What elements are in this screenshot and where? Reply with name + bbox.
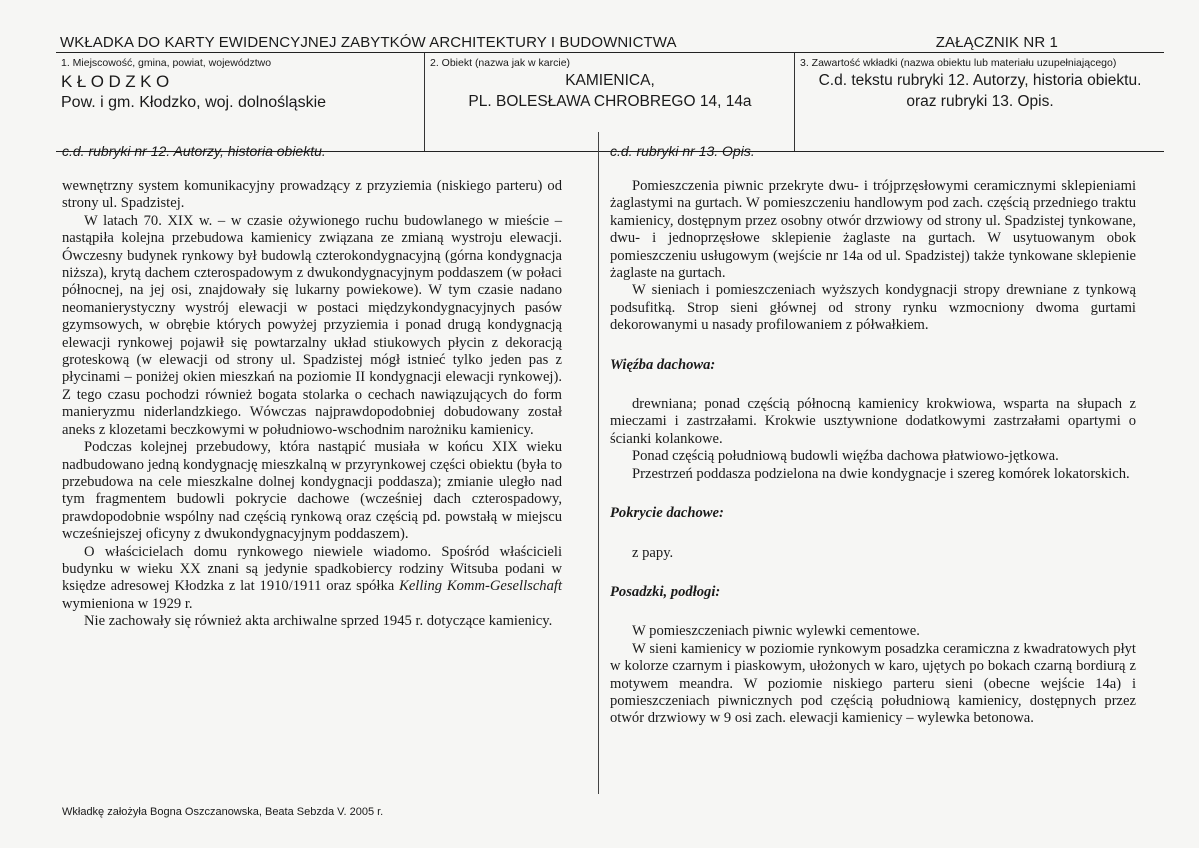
- paragraph: W pomieszczeniach piwnic wylewki cementowe.: [632, 623, 920, 640]
- field-location: [56, 53, 424, 151]
- section-heading-roof-truss: Więźba dachowa:: [610, 356, 716, 373]
- field-object-address: PL. BOLESŁAWA CHROBREGO 14, 14a: [468, 93, 752, 110]
- right-column-body: [610, 178, 1136, 728]
- paragraph: z papy.: [632, 544, 674, 561]
- form-header: [56, 30, 1166, 111]
- paragraph: Nie zachowały się również akta archiwalne sprzed 1945 r. dotyczące kamienicy.: [84, 613, 553, 630]
- paragraph: W latach 70. XIX w. – w czasie ożywionego ruchu budowlanego w mieście – nastąpiła kolejna przebudowa kamienicy związana ze zmianą wystroju elewacji. Ówczesny budynek rynkowy był budowlą czterokondygnacyjną (górna kondygnacja niższa), krytą dachem czterospadowym z dwukondygnacyjnym poddaszem (w połaci północnej, na jej osi, znajdowały się lukarny powiekowe). W tym czasie nadano neomanierystyczny wystrój elewacji w postaci międzykondygnacyjnych pasów gzymsowych, w obrębie których powyżej przyziemia i ponad drugą kondygnacją elewacji rynkowej pojawił się powtarzalny układ stiukowych płycin z dekoracją groteskową (w elewacji od strony ul. Spadzistej mógł istnieć tylko jeden pas z płycinami – poniżej okien mieszkań na poziomie II kondygnacji elewacji rynkowej). Z tego czasu pochodzi również bogata stolarka o cechach nawiązujących do form manieryzmu niderlandzkiego. Wówczas najprawdopodobniej dobudowany został aneks z klozetami beczkowymi w południowo-wschodnim narożniku kamienicy.: [62, 212, 562, 438]
- paragraph-text: O właścicielach domu rynkowego niewiele wiadomo. Spośród właścicieli budynku w wieku XX znani są jedynie spadkobiercy rodziny Witsuba podani w księdze adresowej Kłodzka z lat 1910/1911 oraz spółka: [62, 543, 562, 595]
- field-object-name: KAMIENICA,: [565, 72, 655, 89]
- paragraph-text: wymieniona w 1929 r.: [62, 595, 193, 612]
- section-heading-floors: Posadzki, podłogi:: [610, 583, 721, 600]
- paragraph: Ponad częścią południową budowli więźba dachowa płatwiowo-jętkowa.: [632, 448, 1059, 465]
- field-location-district: Pow. i gm. Kłodzko, woj. dolnośląskie: [61, 94, 327, 111]
- field-content-label: 3. Zawartość wkładki (nazwa obiektu lub materiału uzupełniającego): [800, 57, 1117, 69]
- field-object: [424, 53, 795, 151]
- left-column-heading: c.d. rubryki nr 12. Autorzy, historia obiektu.: [62, 143, 326, 159]
- paragraph: W sieniach i pomieszczeniach wyższych kondygnacji stropy drewniane z tynkową podsufitką. Strop sieni głównej od strony rynku wzmocniony dwoma gurtami dekorowanymi u nasady profilowaniem z półwałkiem.: [610, 282, 1136, 334]
- column-divider: [598, 132, 599, 794]
- attachment-label: ZAŁĄCZNIK NR 1: [935, 34, 1058, 51]
- title-row: [56, 30, 1166, 52]
- paragraph: Podczas kolejnej przebudowy, która nastąpić musiała w końcu XIX wieku nadbudowano jedną kondygnację mieszkalną w przyrynkowej części obiektu (była to przebudowa na cele mieszkalne dolnej kondygnacji poddasza); zmianie uległo nad tym fragmentem budowli pokrycie dachowe (wcześniej dach czterospadowy, prawdopodobnie wspólny nad częścią rynkową oraz częścią pd. powstałą w miejscu wcześniejszej oficyny z dwukondygnacyjnym poddaszem).: [62, 439, 562, 543]
- field-object-label: 2. Obiekt (nazwa jak w karcie): [430, 57, 571, 69]
- field-content-line1: C.d. tekstu rubryki 12. Autorzy, historia obiektu.: [818, 72, 1142, 89]
- section-heading-roofing: Pokrycie dachowe:: [610, 505, 724, 522]
- field-location-label: 1. Miejscowość, gmina, powiat, województwo: [61, 57, 272, 69]
- field-content: [794, 53, 1165, 151]
- company-name: Kelling Komm-Gesellschaft: [399, 578, 562, 595]
- document-title: WKŁADKA DO KARTY EWIDENCYJNEJ ZABYTKÓW ARCHITEKTURY I BUDOWNICTWA: [60, 34, 677, 51]
- paragraph: wewnętrzny system komunikacyjny prowadzący z przyziemia (niskiego parteru) od strony ul. Spadzistej.: [62, 178, 562, 212]
- footer-authors: Wkładkę założyła Bogna Oszczanowska, Beata Sebzda V. 2005 r.: [62, 806, 384, 818]
- paragraph: Pomieszczenia piwnic przekryte dwu- i trójprzęsłowymi ceramicznymi sklepieniami żaglastymi na gurtach. W pomieszczeniu handlowym pod zach. częścią przedniego traktu kamienicy, dostępnym przez osobny otwór drzwiowy od strony ul. Spadzistej tynkowane, dwu- i jednoprzęsłowe sklepienie żaglaste na gurtach. W usytuowanym obok pomieszczeniu usługowym (wejście nr 14a od ul. Spadzistej) także tynkowane sklepienie żaglaste na gurtach.: [610, 178, 1136, 282]
- field-location-city: KŁODZKO: [61, 72, 174, 91]
- header-fields: [56, 52, 1164, 152]
- paragraph: drewniana; ponad częścią północną kamienicy krokwiowa, wsparta na słupach z mieczami i zastrzałami. Krokwie usztywnione dodatkowymi zastrzałami opartymi o ścianki kolankowe.: [610, 396, 1136, 447]
- paragraph: Przestrzeń poddasza podzielona na dwie kondygnacje i szereg komórek lokatorskich.: [632, 465, 1130, 482]
- left-column-body: [62, 178, 562, 631]
- paragraph: [62, 544, 562, 614]
- right-column-heading: c.d. rubryki nr 13. Opis.: [610, 143, 755, 159]
- paragraph: W sieni kamienicy w poziomie rynkowym posadzka ceramiczna z kwadratowych płyt w kolorze czarnym i piaskowym, ułożonych w karo, ujętych po bokach czarną bordiurą z motywem meandra. W poziomie niskiego parteru sieni (obecne wejście 14a) i pomieszczeniach piwnicznych pod częścią południową kamienicy, dostępnych przez otwór drzwiowy w 9 osi zach. elewacji kamienicy – wylewka betonowa.: [610, 640, 1136, 727]
- field-content-line2: oraz rubryki 13. Opis.: [906, 93, 1054, 110]
